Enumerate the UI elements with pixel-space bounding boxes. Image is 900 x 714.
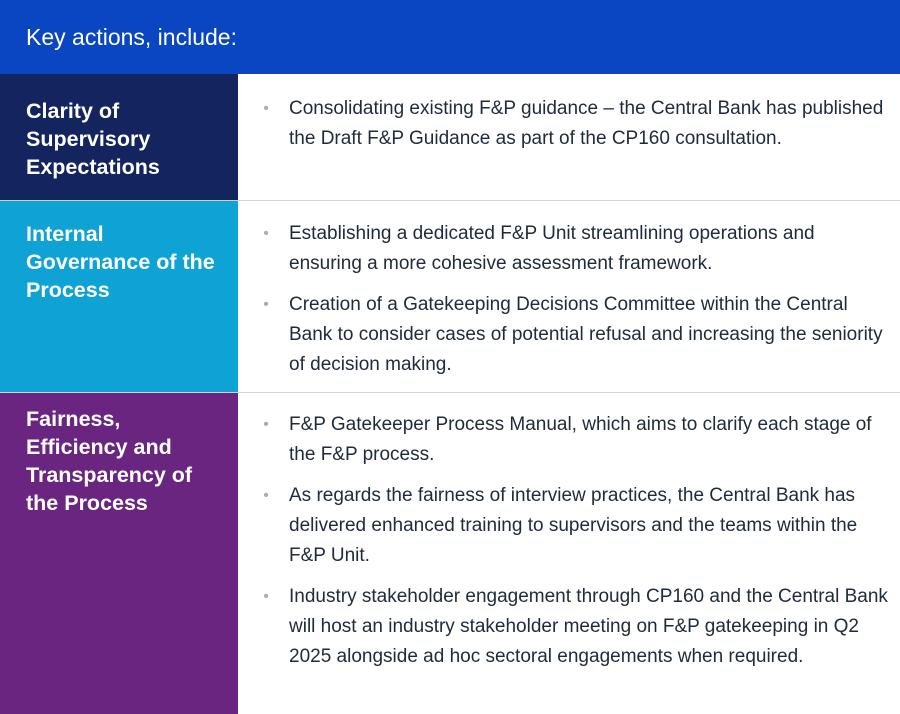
row-label-cell (0, 201, 238, 392)
table-row (0, 74, 900, 201)
bullet-text: Creation of a Gatekeeping Decisions Committee within the Central Bank to consider cases of potential refusal and increasing the seniority of decision making. (289, 294, 883, 375)
bullet-text: Establishing a dedicated F&P Unit streamlining operations and ensuring a more cohesive assessment framework. (289, 223, 815, 274)
bullet-text: Consolidating existing F&P guidance – the Central Bank has published the Draft F&P Guidance as part of the CP160 consultation. (289, 98, 884, 149)
list-item (258, 290, 890, 380)
row-label: Clarity of Supervisory Expectations (26, 99, 160, 179)
list-item (258, 219, 890, 279)
table-header (0, 0, 900, 74)
table-row (0, 201, 900, 393)
bullet-list (258, 219, 890, 380)
row-label-cell (0, 74, 238, 200)
row-content-cell (238, 74, 900, 200)
row-label: Internal Governance of the Process (26, 222, 215, 302)
bullet-list (258, 94, 890, 154)
bullet-icon: • (263, 588, 269, 605)
bullet-text: Industry stakeholder engagement through CP160 and the Central Bank will host an industry stakeholder meeting on F&P gatekeeping in Q2 2025 alongside ad hoc sectoral engagements when required. (289, 586, 888, 667)
list-item (258, 410, 890, 470)
row-content-cell (238, 201, 900, 392)
bullet-icon: • (263, 296, 269, 313)
bullet-icon: • (263, 487, 269, 504)
row-label-cell (0, 393, 238, 714)
table-row (0, 393, 900, 714)
bullet-icon: • (263, 416, 269, 433)
bullet-icon: • (263, 225, 269, 242)
row-content-cell (238, 393, 900, 714)
header-title: Key actions, include: (26, 23, 237, 50)
list-item (258, 582, 890, 672)
list-item (258, 481, 890, 571)
bullet-list (258, 410, 890, 672)
bullet-text: F&P Gatekeeper Process Manual, which aims to clarify each stage of the F&P process. (289, 414, 872, 465)
bullet-icon: • (263, 100, 269, 117)
bullet-text: As regards the fairness of interview practices, the Central Bank has delivered enhanced training to supervisors and the teams within the F&P Unit. (289, 485, 858, 566)
row-label: Fairness, Efficiency and Transparency of the Process (26, 407, 193, 515)
list-item (258, 94, 890, 154)
